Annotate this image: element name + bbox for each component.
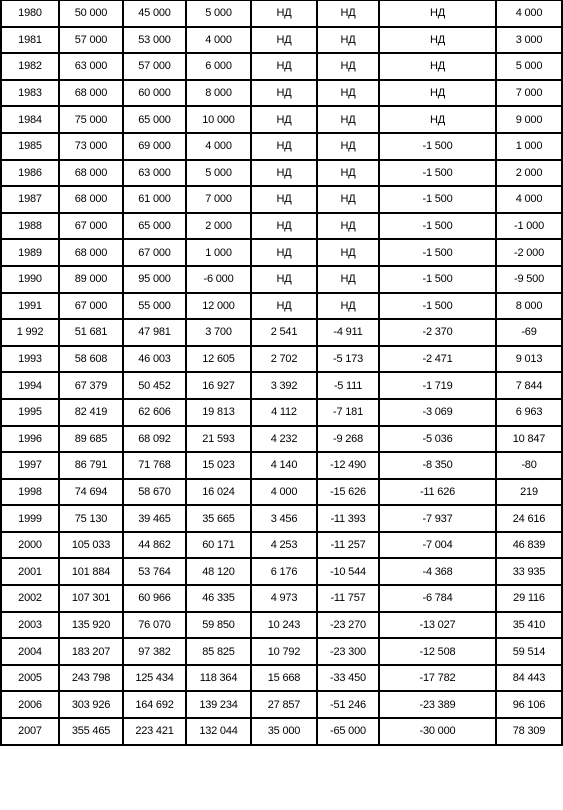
year-cell: 1994 xyxy=(1,372,59,399)
value-cell-3: 19 813 xyxy=(186,399,251,426)
table-body xyxy=(1,1,562,745)
value-cell-4: 15 668 xyxy=(251,665,317,692)
value-cell-2: 65 000 xyxy=(123,213,186,240)
value-cell-2: 223 421 xyxy=(123,718,186,745)
value-cell-7: 59 514 xyxy=(496,638,562,665)
value-cell-3: 60 171 xyxy=(186,532,251,559)
value-cell-2: 61 000 xyxy=(123,186,186,213)
value-cell-3: 10 000 xyxy=(186,106,251,133)
value-cell-4: 4 140 xyxy=(251,452,317,479)
value-cell-1: 68 000 xyxy=(59,160,123,187)
year-cell: 1987 xyxy=(1,186,59,213)
value-cell-4: НД xyxy=(251,293,317,320)
value-cell-1: 68 000 xyxy=(59,80,123,107)
value-cell-7: 9 013 xyxy=(496,346,562,373)
value-cell-7: -69 xyxy=(496,319,562,346)
table-row xyxy=(1,293,562,320)
value-cell-7: 6 963 xyxy=(496,399,562,426)
value-cell-3: 5 000 xyxy=(186,1,251,27)
value-cell-4: НД xyxy=(251,106,317,133)
year-cell: 1982 xyxy=(1,53,59,80)
table-row xyxy=(1,426,562,453)
value-cell-7: 2 000 xyxy=(496,160,562,187)
value-cell-1: 73 000 xyxy=(59,133,123,160)
value-cell-3: 4 000 xyxy=(186,27,251,54)
value-cell-4: 10 243 xyxy=(251,612,317,639)
value-cell-4: 6 176 xyxy=(251,558,317,585)
value-cell-5: -5 173 xyxy=(317,346,379,373)
value-cell-1: 67 379 xyxy=(59,372,123,399)
value-cell-5: -12 490 xyxy=(317,452,379,479)
table-row xyxy=(1,718,562,745)
year-cell: 1998 xyxy=(1,479,59,506)
value-cell-7: 78 309 xyxy=(496,718,562,745)
value-cell-4: НД xyxy=(251,239,317,266)
value-cell-1: 57 000 xyxy=(59,27,123,54)
value-cell-5: НД xyxy=(317,239,379,266)
value-cell-6: НД xyxy=(379,106,496,133)
value-cell-2: 57 000 xyxy=(123,53,186,80)
value-cell-7: 4 000 xyxy=(496,186,562,213)
value-cell-6: -1 500 xyxy=(379,160,496,187)
year-cell: 1990 xyxy=(1,266,59,293)
value-cell-1: 50 000 xyxy=(59,1,123,27)
value-cell-5: НД xyxy=(317,293,379,320)
value-cell-2: 60 000 xyxy=(123,80,186,107)
value-cell-6: -5 036 xyxy=(379,426,496,453)
value-cell-2: 60 966 xyxy=(123,585,186,612)
year-cell: 1981 xyxy=(1,27,59,54)
value-cell-6: -1 500 xyxy=(379,213,496,240)
value-cell-7: 4 000 xyxy=(496,1,562,27)
table-row xyxy=(1,239,562,266)
value-cell-3: 59 850 xyxy=(186,612,251,639)
value-cell-4: 4 000 xyxy=(251,479,317,506)
value-cell-1: 74 694 xyxy=(59,479,123,506)
value-cell-7: 35 410 xyxy=(496,612,562,639)
value-cell-4: 2 702 xyxy=(251,346,317,373)
table-row xyxy=(1,372,562,399)
year-cell: 1984 xyxy=(1,106,59,133)
value-cell-2: 65 000 xyxy=(123,106,186,133)
value-cell-2: 53 000 xyxy=(123,27,186,54)
value-cell-1: 68 000 xyxy=(59,239,123,266)
value-cell-4: НД xyxy=(251,133,317,160)
value-cell-2: 50 452 xyxy=(123,372,186,399)
value-cell-5: -7 181 xyxy=(317,399,379,426)
value-cell-5: -23 300 xyxy=(317,638,379,665)
value-cell-7: 46 839 xyxy=(496,532,562,559)
value-cell-2: 46 003 xyxy=(123,346,186,373)
value-cell-4: НД xyxy=(251,80,317,107)
table-row xyxy=(1,479,562,506)
table-row xyxy=(1,585,562,612)
value-cell-5: -4 911 xyxy=(317,319,379,346)
value-cell-6: -7 937 xyxy=(379,505,496,532)
value-cell-3: 46 335 xyxy=(186,585,251,612)
table-row xyxy=(1,665,562,692)
value-cell-3: 21 593 xyxy=(186,426,251,453)
value-cell-3: 85 825 xyxy=(186,638,251,665)
value-cell-1: 303 926 xyxy=(59,691,123,718)
value-cell-1: 68 000 xyxy=(59,186,123,213)
value-cell-6: -6 784 xyxy=(379,585,496,612)
value-cell-7: 24 616 xyxy=(496,505,562,532)
year-cell: 1996 xyxy=(1,426,59,453)
value-cell-2: 44 862 xyxy=(123,532,186,559)
value-cell-3: 3 700 xyxy=(186,319,251,346)
value-cell-1: 86 791 xyxy=(59,452,123,479)
value-cell-3: 6 000 xyxy=(186,53,251,80)
year-cell: 1988 xyxy=(1,213,59,240)
table-row xyxy=(1,505,562,532)
table-row xyxy=(1,532,562,559)
value-cell-2: 69 000 xyxy=(123,133,186,160)
year-cell: 1 992 xyxy=(1,319,59,346)
value-cell-6: НД xyxy=(379,1,496,27)
year-cell: 2003 xyxy=(1,612,59,639)
year-cell: 1995 xyxy=(1,399,59,426)
value-cell-4: 2 541 xyxy=(251,319,317,346)
value-cell-5: -5 111 xyxy=(317,372,379,399)
year-cell: 2001 xyxy=(1,558,59,585)
value-cell-1: 105 033 xyxy=(59,532,123,559)
year-cell: 1989 xyxy=(1,239,59,266)
value-cell-6: -23 389 xyxy=(379,691,496,718)
value-cell-1: 135 920 xyxy=(59,612,123,639)
value-cell-7: 33 935 xyxy=(496,558,562,585)
value-cell-3: 15 023 xyxy=(186,452,251,479)
value-cell-1: 75 000 xyxy=(59,106,123,133)
value-cell-7: 1 000 xyxy=(496,133,562,160)
value-cell-5: НД xyxy=(317,106,379,133)
value-cell-6: -2 471 xyxy=(379,346,496,373)
value-cell-5: -51 246 xyxy=(317,691,379,718)
year-cell: 1980 xyxy=(1,1,59,27)
value-cell-1: 107 301 xyxy=(59,585,123,612)
value-cell-2: 63 000 xyxy=(123,160,186,187)
year-cell: 1983 xyxy=(1,80,59,107)
year-cell: 1999 xyxy=(1,505,59,532)
value-cell-6: -1 500 xyxy=(379,293,496,320)
value-cell-2: 125 434 xyxy=(123,665,186,692)
value-cell-2: 164 692 xyxy=(123,691,186,718)
value-cell-6: НД xyxy=(379,80,496,107)
value-cell-1: 67 000 xyxy=(59,293,123,320)
value-cell-2: 76 070 xyxy=(123,612,186,639)
value-cell-4: НД xyxy=(251,266,317,293)
value-cell-6: -1 500 xyxy=(379,266,496,293)
value-cell-4: НД xyxy=(251,186,317,213)
table-row xyxy=(1,53,562,80)
table-row xyxy=(1,558,562,585)
value-cell-4: 4 973 xyxy=(251,585,317,612)
table-row xyxy=(1,80,562,107)
table-row xyxy=(1,612,562,639)
value-cell-5: НД xyxy=(317,160,379,187)
value-cell-7: 5 000 xyxy=(496,53,562,80)
value-cell-1: 67 000 xyxy=(59,213,123,240)
year-cell: 2004 xyxy=(1,638,59,665)
value-cell-1: 355 465 xyxy=(59,718,123,745)
value-cell-3: 2 000 xyxy=(186,213,251,240)
value-cell-6: -2 370 xyxy=(379,319,496,346)
table-row xyxy=(1,399,562,426)
value-cell-3: 12 605 xyxy=(186,346,251,373)
value-cell-6: -1 500 xyxy=(379,133,496,160)
value-cell-5: НД xyxy=(317,213,379,240)
value-cell-5: НД xyxy=(317,133,379,160)
value-cell-2: 47 981 xyxy=(123,319,186,346)
value-cell-4: 27 857 xyxy=(251,691,317,718)
value-cell-2: 62 606 xyxy=(123,399,186,426)
table-row xyxy=(1,346,562,373)
value-cell-3: 139 234 xyxy=(186,691,251,718)
value-cell-3: 16 024 xyxy=(186,479,251,506)
year-cell: 2006 xyxy=(1,691,59,718)
value-cell-4: 4 112 xyxy=(251,399,317,426)
value-cell-2: 97 382 xyxy=(123,638,186,665)
value-cell-2: 55 000 xyxy=(123,293,186,320)
value-cell-7: 7 000 xyxy=(496,80,562,107)
value-cell-4: НД xyxy=(251,213,317,240)
value-cell-7: 96 106 xyxy=(496,691,562,718)
value-cell-6: -1 500 xyxy=(379,239,496,266)
value-cell-2: 68 092 xyxy=(123,426,186,453)
value-cell-5: -15 626 xyxy=(317,479,379,506)
value-cell-1: 82 419 xyxy=(59,399,123,426)
table-row xyxy=(1,186,562,213)
value-cell-1: 243 798 xyxy=(59,665,123,692)
value-cell-3: 4 000 xyxy=(186,133,251,160)
value-cell-7: 10 847 xyxy=(496,426,562,453)
value-cell-7: 8 000 xyxy=(496,293,562,320)
value-cell-3: 12 000 xyxy=(186,293,251,320)
year-cell: 2007 xyxy=(1,718,59,745)
value-cell-2: 45 000 xyxy=(123,1,186,27)
value-cell-2: 53 764 xyxy=(123,558,186,585)
value-cell-7: 29 116 xyxy=(496,585,562,612)
table-row xyxy=(1,133,562,160)
value-cell-4: 4 232 xyxy=(251,426,317,453)
value-cell-6: -7 004 xyxy=(379,532,496,559)
value-cell-6: НД xyxy=(379,27,496,54)
value-cell-4: 10 792 xyxy=(251,638,317,665)
value-cell-7: -1 000 xyxy=(496,213,562,240)
value-cell-5: НД xyxy=(317,27,379,54)
value-cell-4: НД xyxy=(251,160,317,187)
value-cell-4: НД xyxy=(251,53,317,80)
value-cell-3: 35 665 xyxy=(186,505,251,532)
table-row xyxy=(1,160,562,187)
value-cell-5: НД xyxy=(317,53,379,80)
year-cell: 1997 xyxy=(1,452,59,479)
value-cell-5: -33 450 xyxy=(317,665,379,692)
value-cell-7: -2 000 xyxy=(496,239,562,266)
value-cell-5: -23 270 xyxy=(317,612,379,639)
value-cell-5: НД xyxy=(317,1,379,27)
value-cell-1: 63 000 xyxy=(59,53,123,80)
value-cell-6: НД xyxy=(379,53,496,80)
value-cell-5: НД xyxy=(317,186,379,213)
table-row xyxy=(1,213,562,240)
value-cell-5: -10 544 xyxy=(317,558,379,585)
value-cell-6: -13 027 xyxy=(379,612,496,639)
value-cell-5: -9 268 xyxy=(317,426,379,453)
value-cell-4: НД xyxy=(251,27,317,54)
value-cell-5: -11 757 xyxy=(317,585,379,612)
value-cell-2: 67 000 xyxy=(123,239,186,266)
value-cell-7: 3 000 xyxy=(496,27,562,54)
table-row xyxy=(1,27,562,54)
table-row xyxy=(1,106,562,133)
year-cell: 1986 xyxy=(1,160,59,187)
value-cell-3: 48 120 xyxy=(186,558,251,585)
value-cell-1: 58 608 xyxy=(59,346,123,373)
value-cell-5: -11 257 xyxy=(317,532,379,559)
year-cell: 1993 xyxy=(1,346,59,373)
value-cell-3: 118 364 xyxy=(186,665,251,692)
value-cell-3: 132 044 xyxy=(186,718,251,745)
value-cell-2: 71 768 xyxy=(123,452,186,479)
value-cell-6: -11 626 xyxy=(379,479,496,506)
value-cell-7: -9 500 xyxy=(496,266,562,293)
table-row xyxy=(1,319,562,346)
value-cell-1: 89 000 xyxy=(59,266,123,293)
value-cell-5: -11 393 xyxy=(317,505,379,532)
value-cell-6: -12 508 xyxy=(379,638,496,665)
value-cell-6: -1 719 xyxy=(379,372,496,399)
value-cell-1: 183 207 xyxy=(59,638,123,665)
value-cell-2: 58 670 xyxy=(123,479,186,506)
value-cell-4: 4 253 xyxy=(251,532,317,559)
value-cell-3: 8 000 xyxy=(186,80,251,107)
value-cell-6: -8 350 xyxy=(379,452,496,479)
value-cell-5: НД xyxy=(317,266,379,293)
value-cell-6: -4 368 xyxy=(379,558,496,585)
value-cell-2: 95 000 xyxy=(123,266,186,293)
value-cell-1: 101 884 xyxy=(59,558,123,585)
value-cell-4: НД xyxy=(251,1,317,27)
value-cell-3: 5 000 xyxy=(186,160,251,187)
value-cell-7: -80 xyxy=(496,452,562,479)
year-cell: 1985 xyxy=(1,133,59,160)
value-cell-1: 89 685 xyxy=(59,426,123,453)
year-cell: 2005 xyxy=(1,665,59,692)
year-cell: 2002 xyxy=(1,585,59,612)
table-row xyxy=(1,452,562,479)
value-cell-5: -65 000 xyxy=(317,718,379,745)
value-cell-3: -6 000 xyxy=(186,266,251,293)
value-cell-6: -3 069 xyxy=(379,399,496,426)
value-cell-4: 3 456 xyxy=(251,505,317,532)
value-cell-6: -17 782 xyxy=(379,665,496,692)
value-cell-3: 7 000 xyxy=(186,186,251,213)
table-row xyxy=(1,638,562,665)
value-cell-6: -30 000 xyxy=(379,718,496,745)
value-cell-3: 1 000 xyxy=(186,239,251,266)
value-cell-7: 84 443 xyxy=(496,665,562,692)
value-cell-6: -1 500 xyxy=(379,186,496,213)
value-cell-1: 75 130 xyxy=(59,505,123,532)
value-cell-4: 35 000 xyxy=(251,718,317,745)
table-row xyxy=(1,691,562,718)
value-cell-1: 51 681 xyxy=(59,319,123,346)
value-cell-2: 39 465 xyxy=(123,505,186,532)
value-cell-7: 7 844 xyxy=(496,372,562,399)
table-row xyxy=(1,1,562,27)
value-cell-7: 219 xyxy=(496,479,562,506)
value-cell-7: 9 000 xyxy=(496,106,562,133)
value-cell-3: 16 927 xyxy=(186,372,251,399)
year-cell: 2000 xyxy=(1,532,59,559)
value-cell-5: НД xyxy=(317,80,379,107)
value-cell-4: 3 392 xyxy=(251,372,317,399)
year-cell: 1991 xyxy=(1,293,59,320)
table-row xyxy=(1,266,562,293)
